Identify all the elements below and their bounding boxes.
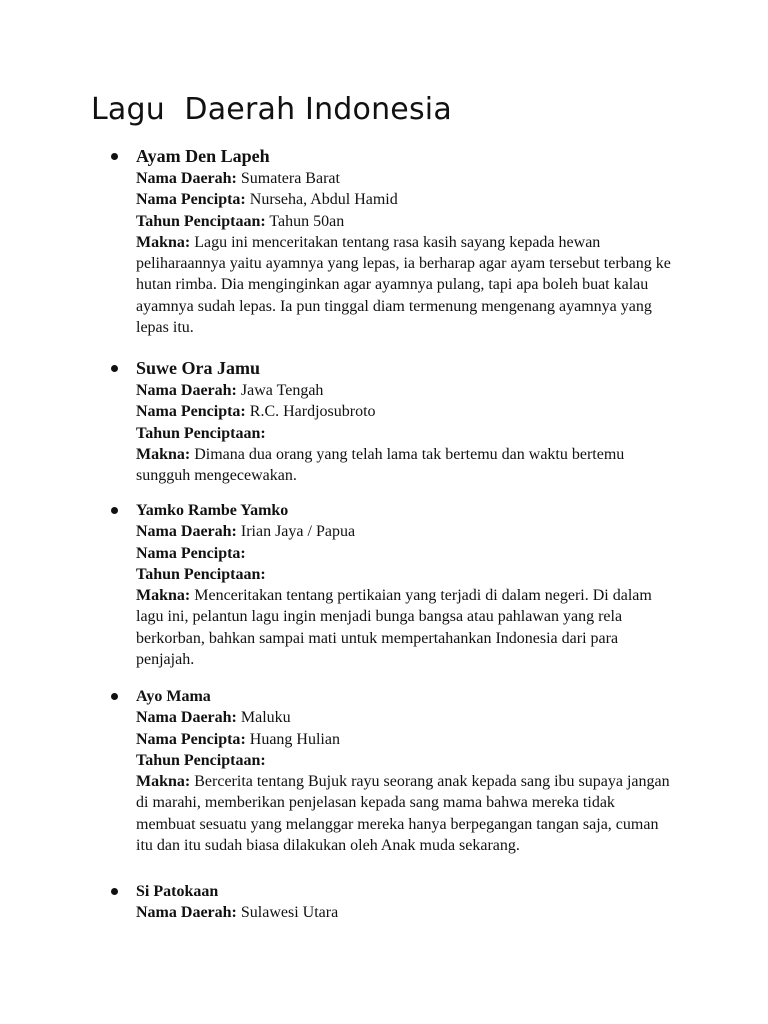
makna-paragraph [136, 771, 676, 856]
daerah-label: Nama Daerah: [136, 170, 237, 187]
bullet-icon [111, 693, 118, 700]
daerah-label: Nama Daerah: [136, 523, 237, 541]
daerah-line [136, 902, 676, 923]
pencipta-value: Nurseha, Abdul Hamid [249, 191, 398, 209]
pencipta-line: Nama Pencipta: Huang Hulian [136, 730, 340, 748]
bullet-icon [111, 153, 118, 160]
makna-label: Makna: [136, 233, 191, 251]
daerah-value: Maluku [240, 709, 291, 727]
song-title: Suwe Ora Jamu [136, 358, 261, 378]
pencipta-line [136, 401, 676, 422]
daerah-line [136, 168, 676, 189]
daerah-line [136, 380, 676, 401]
page-title: Lagu Daerah Indonesia [91, 92, 452, 127]
pencipta-value: Huang Hulian [249, 730, 340, 748]
list-item-ayam-den-lapeh [136, 144, 676, 338]
pencipta-label: Nama Pencipta [136, 730, 241, 748]
pencipta-line [136, 543, 676, 564]
song-title: Si Patokaan [136, 883, 219, 900]
daerah-value: Sulawesi Utara [240, 904, 339, 922]
daerah-value: Sumatera Barat [240, 170, 340, 187]
makna-value: Bercerita tentang Bujuk rayu seorang anak kepada sang ibu supaya jangan di marahi, memberikan penjelasan kepada sang mama bahwa mereka tidak membuat sesuatu yang melanggar mereka hanya berpegangan tangan saja, cuman itu dan itu sudah biasa dilakukan oleh Anak muda sekarang. [136, 773, 670, 855]
tahun-label: Tahun Penciptaan: [136, 212, 266, 230]
daerah-label: Nama Daerah: [136, 904, 237, 922]
list-item-si-patokaan [136, 881, 676, 924]
tahun-line [136, 423, 676, 444]
tahun-label: Tahun Penciptaan: [136, 565, 266, 583]
makna-value: Dimana dua orang yang telah lama tak bertemu dan waktu bertemu sungguh mengecewakan. [136, 445, 625, 485]
makna-label: Makna: [136, 587, 191, 605]
makna-label: Makna: [136, 445, 191, 463]
list-item-suwe-ora-jamu [136, 356, 676, 486]
makna-label: Makna: [136, 773, 191, 791]
daerah-value: Irian Jaya / Papua [240, 523, 356, 541]
daerah-value: Jawa Tengah [240, 382, 324, 399]
song-title: Ayam Den Lapeh [136, 146, 270, 166]
bullet-icon [111, 507, 118, 514]
tahun-label: Tahun Penciptaan: [136, 424, 266, 442]
song-title: Ayo Mama [136, 688, 211, 705]
tahun-line [136, 750, 676, 771]
makna-value: Menceritakan tentang pertikaian yang terjadi di dalam negeri. Di dalam lagu ini, pelantun lagu ingin menjadi bunga bangsa atau pahlawan yang rela berkorban, bahkan sampai mati untuk mempertahankan Indonesia dari para penjajah. [136, 587, 652, 669]
pencipta-label: Nama Pencipta: [136, 544, 246, 562]
makna-paragraph [136, 444, 676, 487]
daerah-line [136, 521, 676, 542]
list-item-ayo-mama [136, 686, 676, 856]
bullet-icon [111, 888, 118, 895]
daerah-label: Nama Daerah: [136, 382, 237, 399]
makna-value: Lagu ini menceritakan tentang rasa kasih sayang kepada hewan peliharaannya yaitu ayamnya yang lepas, ia berharap agar ayam tersebut terbang ke hutan rimba. Dia menginginkan agar ayamnya pulang, tapi apa boleh buat kalau ayamnya sudah lepas. Ia pun tinggal diam termenung mengenang ayamnya yang lepas itu. [136, 233, 671, 337]
song-title: Yamko Rambe Yamko [136, 502, 289, 519]
bullet-icon [111, 365, 118, 372]
makna-paragraph [136, 585, 676, 670]
daerah-label: Nama Daerah: [136, 709, 237, 727]
tahun-line [136, 211, 676, 232]
tahun-value: Tahun 50an [269, 212, 345, 230]
list-item-yamko-rambe-yamko [136, 500, 676, 670]
makna-paragraph [136, 232, 676, 338]
pencipta-label: Nama Pencipta: [136, 403, 246, 421]
pencipta-label: Nama Pencipta: [136, 191, 246, 209]
pencipta-value: R.C. Hardjosubroto [249, 403, 376, 421]
tahun-label: Tahun Penciptaan: [136, 751, 266, 769]
daerah-line [136, 707, 676, 728]
tahun-line [136, 564, 676, 585]
pencipta-line [136, 189, 676, 210]
